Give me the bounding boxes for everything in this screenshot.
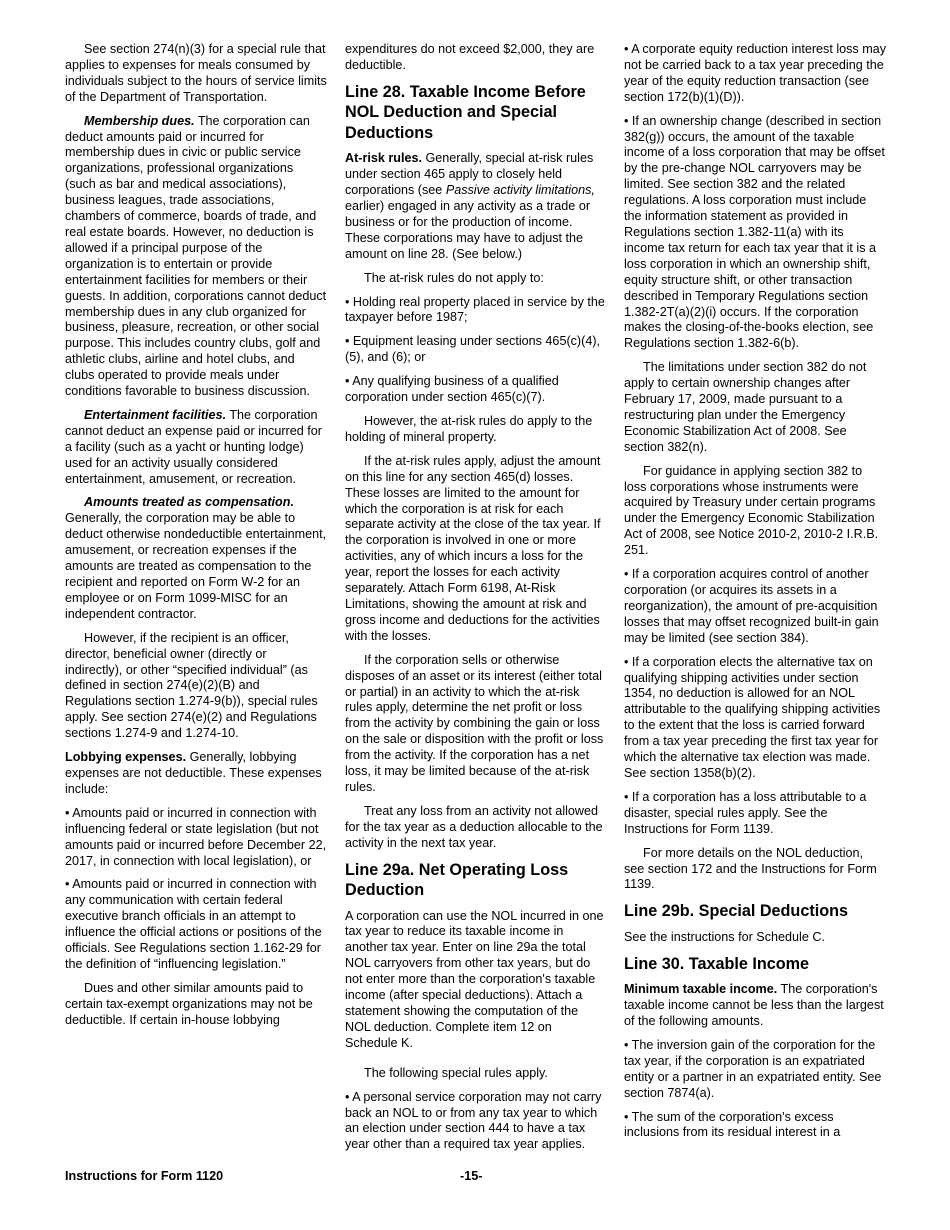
footer-form-title: Instructions for Form 1120: [65, 1169, 224, 1183]
paragraph-adjust-amount: If the at-risk rules apply, adjust the amount on this line for any section 465(d) losses. These losses are limited to the amount for which the corporation is at risk for each separate activity at the close of the tax year. If the corporation is involved in one or more activities, any of which incurs a loss for the year, report the losses for each activity separately. Attach Form 6198, At-Risk Limitations, showing the amount at risk and gross income and deductions for the activities with the losses.: [345, 453, 601, 643]
paragraph-mineral-property: However, the at-risk rules do apply to the holding of mineral property.: [345, 414, 593, 444]
paragraph-lobbying: [65, 750, 327, 798]
run-in-heading-membership: Membership dues.: [84, 113, 195, 128]
compensation-text: Generally, the corporation may be able to deduct otherwise nondeductible entertainment, amusement, or recreation expenses if the amounts are treated as compensation to the recipient and reported on Form W-2 for an employee or on Form 1099-MISC for an independent contractor.: [65, 511, 327, 621]
bullet-equipment-leasing: • Equipment leasing under sections 465(c)(4), (5), and (6); or: [345, 334, 601, 365]
at-risk-text-1: Generally, special at-risk rules under section 465 apply to closely held corporations (see: [345, 151, 594, 198]
bullet-disaster: • If a corporation has a loss attributable to a disaster, special rules apply. See the Instructions for Form 1139.: [624, 789, 867, 836]
paragraph-special-rules: The following special rules apply.: [364, 1065, 548, 1080]
bullet-excess-inclusions: • The sum of the corporation's excess inclusions from its residual interest in a: [624, 1109, 841, 1140]
heading-line-29a: Line 29a. Net Operating Loss Deduction: [345, 860, 569, 900]
paragraph-schedule-c: See the instructions for Schedule C.: [624, 929, 825, 944]
column-2: [345, 42, 607, 1153]
bullet-personal-service: • A personal service corporation may not carry back an NOL to or from any tax year to which an election under section 444 to have a tax year other than a required tax year applies.: [345, 1089, 602, 1152]
lobbying-text: Generally, lobbying expenses are not deductible. These expenses include:: [65, 750, 322, 796]
bullet-equity-reduction: • A corporate equity reduction interest loss may not be carried back to a tax year preceding the year of the equity reduction transaction (see section 172(b)(1)(D)).: [624, 42, 887, 104]
bullet-real-property: • Holding real property placed in service by the taxpayer before 1987;: [345, 294, 605, 325]
at-risk-text-2: earlier) engaged in any activity as a trade or business or for the production of income. These corporations may have to adjust the amount on line 28. (See below.): [345, 199, 591, 261]
paragraph-limitations-382: The limitations under section 382 do not apply to certain ownership changes after February 17, 2009, made pursuant to a restructuring plan under the Emergency Economic Stabilization Act of 2008. See section 382(n).: [624, 360, 867, 454]
run-in-heading-entertainment: Entertainment facilities.: [84, 407, 227, 422]
paragraph-treat-loss: Treat any loss from an activity not allowed for the tax year as a deduction allocable to the activity in the next tax year.: [345, 803, 603, 850]
bullet-shipping: • If a corporation elects the alternative tax on qualifying shipping activities under section 1354, no deduction is allowed for an NOL attributable to the qualifying shipping activities to the extent that the loss is carried forward from a tax year preceding the first tax year for which the alternative tax election was made. See section 1358(b)(2).: [624, 654, 881, 780]
minimum-text: The corporation's taxable income cannot be less than the largest of the following amounts.: [624, 982, 884, 1029]
paragraph-entertainment-facilities: [65, 408, 327, 488]
heading-line-30: Line 30. Taxable Income: [624, 954, 810, 973]
membership-text: The corporation can deduct amounts paid or incurred for membership dues in civic or public service organizations, professional organizations (such as bar and medical associations), business leagues, trade associations, chambers of commerce, boards of trade, and real estate boards. However, no deduction is allowed if a principal purpose of the organization is to entertain or provide entertainment facilities for members or their guests. In addition, corporations cannot deduct membership dues in any club organized for business, pleasure, recreation, or other social purpose. This includes country clubs, golf and athletic clubs, airline and hotel clubs, and clubs operated to provide meals under conditions favorable to business discussion.: [65, 113, 327, 399]
page-number: -15-: [460, 1169, 483, 1183]
bullet-lobbying-legislation: • Amounts paid or incurred in connection with influencing federal or state legislation (but not amounts paid or incurred before December 22, 2017, in connection with local legislation), or: [65, 805, 327, 868]
heading-line-28: Line 28. Taxable Income Before NOL Deduction and Special Deductions: [345, 82, 586, 142]
run-in-heading-minimum: Minimum taxable income.: [624, 982, 778, 997]
at-risk-reference: Passive activity limitations,: [445, 183, 595, 198]
paragraph-not-apply: The at-risk rules do not apply to:: [364, 270, 544, 285]
paragraph-guidance-382: For guidance in applying section 382 to loss corporations whose instruments were acquired by Treasury under certain programs under the Emergency Economic Stabilization Act of 2008, see Notice 2010-2, 2010-2 I.R.B. 251.: [624, 463, 879, 558]
paragraph-dues-tax-exempt: Dues and other similar amounts paid to certain tax-exempt organizations may not be deductible. If certain in-house lobbying: [65, 980, 313, 1027]
column-3: [624, 42, 886, 1141]
paragraph-at-risk: [345, 151, 607, 262]
run-in-heading-compensation: Amounts treated as compensation.: [84, 495, 294, 510]
paragraph-compensation: [65, 495, 327, 622]
paragraph-sells-asset: If the corporation sells or otherwise disposes of an asset or its interest (either total or partial) in an activity to which the at-risk rules apply, determine the net profit or loss from the activity by combining the gain or loss on the sale or disposition with the profit or loss from the activity. If the corporation has a net loss, it may be limited because of the at-risk rules.: [345, 652, 604, 794]
bullet-inversion-gain: • The inversion gain of the corporation for the tax year, if the corporation is an expatriated entity or a partner in an expatriated entity. See section 7874(a).: [624, 1037, 882, 1100]
paragraph-nol: A corporation can use the NOL incurred in one tax year to reduce its taxable income in another tax year. Enter on line 29a the total NOL carryovers from other tax years, but do not enter more than the corporation's taxable income (after special deductions). Attach a statement showing the computation of the NOL deduction. Complete item 12 on Schedule K.: [345, 908, 604, 1050]
run-in-heading-lobbying: Lobbying expenses.: [65, 750, 187, 765]
entertainment-text: The corporation cannot deduct an expense paid or incurred for a facility (such as a yacht or hunting lodge) used for an activity usually considered entertainment, amusement, or recreation.: [65, 407, 322, 486]
paragraph-meals: See section 274(n)(3) for a special rule that applies to expenses for meals consumed by individuals subject to the hours of service limits of the Department of Transportation.: [65, 42, 327, 104]
paragraph-nol-details: For more details on the NOL deduction, see section 172 and the Instructions for Form 1139.: [624, 845, 877, 892]
bullet-qualifying-business: • Any qualifying business of a qualified corporation under section 465(c)(7).: [345, 374, 559, 405]
paragraph-minimum-taxable-income: [624, 982, 886, 1030]
paragraph-membership-dues: [65, 114, 327, 400]
paragraph-continuation: expenditures do not exceed $2,000, they are deductible.: [345, 42, 595, 72]
bullet-acquires-control: • If a corporation acquires control of another corporation (or acquires its assets in a reorganization), the amount of pre-acquisition losses that may offset recognized built-in gain may be limited (see section 384).: [624, 567, 879, 645]
bullet-ownership-change: • If an ownership change (described in section 382(g)) occurs, the amount of the taxable income of a loss corporation that may be offset by the pre-change NOL carryovers may be limited. See section 382 and the related regulations. A loss corporation must include the information statement as provided in Regulations section 1.382-11(a) with its income tax return for each tax year that it is a loss corporation in which an ownership shift, equity structure shift, or other transaction described in Temporary Regulations section 1.382-2T(a)(2)(i) occurs. If the corporation makes the closing-of-the-books election, see Regulations section 1.382-6(b).: [624, 113, 885, 351]
column-1: [65, 42, 327, 1037]
heading-line-29b: Line 29b. Special Deductions: [624, 902, 848, 921]
run-in-heading-at-risk: At-risk rules.: [345, 151, 422, 166]
bullet-lobbying-officials: • Amounts paid or incurred in connection with any communication with certain federal executive branch officials in an attempt to influence the official actions or positions of the officials. See Regulations section 1.162-29 for the definition of “influencing legislation.”: [65, 877, 322, 971]
paragraph-specified-individual: However, if the recipient is an officer, director, beneficial owner (directly or indirectly), or other “specified individual” (as defined in section 274(e)(2)(B) and Regulations section 1.274-9(b)), special rules apply. See section 274(e)(2) and Regulations sections 1.274-9 and 1.274-10.: [65, 630, 318, 741]
